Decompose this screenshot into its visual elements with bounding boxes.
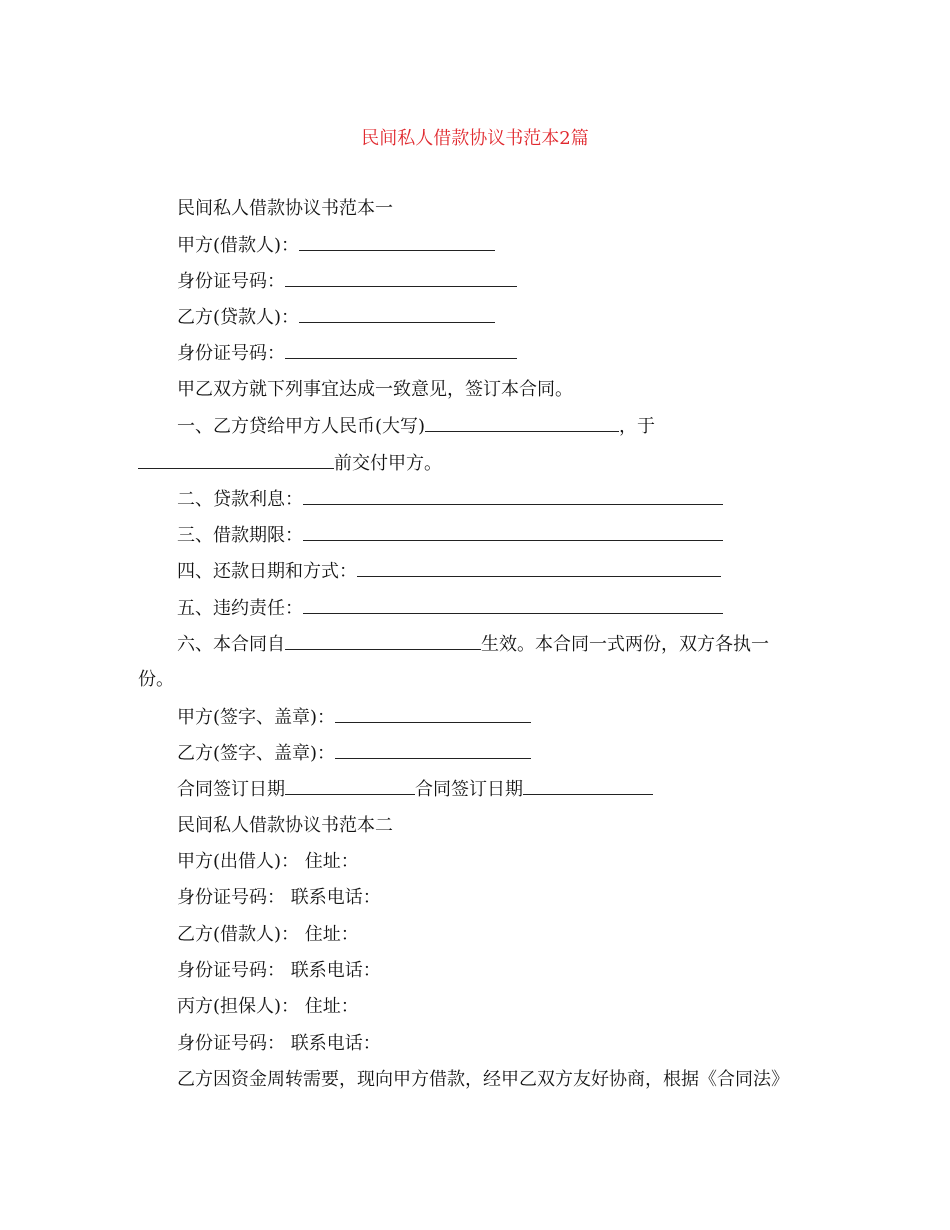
- sample2-party-a: 甲方(出借人)： 住址：: [177, 851, 359, 872]
- clause-5: [177, 595, 723, 622]
- clause-3: [177, 522, 723, 549]
- amount-blank: [425, 413, 619, 432]
- party-a-line: [177, 232, 495, 259]
- clause-6-start: 六、本合同自: [177, 634, 285, 655]
- clause-6-end: 生效。本合同一式两份，双方各执一: [481, 634, 769, 655]
- delivery-date-blank: [138, 450, 334, 469]
- effective-date-blank: [285, 631, 481, 650]
- sample2-party-a-id: 身份证号码： 联系电话：: [177, 887, 381, 908]
- clause-1-continued: [138, 450, 442, 477]
- party-b-line: [177, 304, 495, 331]
- sample2-party-b-id: 身份证号码： 联系电话：: [177, 960, 381, 981]
- sign-date-2-blank: [523, 776, 653, 795]
- interest-blank: [303, 486, 723, 505]
- sign-a-label: 甲方(签字、盖章)：: [177, 707, 336, 728]
- party-a-blank: [299, 232, 495, 251]
- clause-6: [177, 631, 769, 658]
- clause-4: [177, 558, 721, 585]
- sample2-party-c: 丙方(担保人)： 住址：: [177, 996, 359, 1017]
- clause-1-start: 一、乙方贷给甲方人民币(大写): [177, 416, 426, 437]
- id-a-blank: [285, 268, 517, 287]
- sample2-heading: 民间私人借款协议书范本二: [177, 815, 393, 836]
- sample2-party-c-id: 身份证号码： 联系电话：: [177, 1033, 381, 1054]
- party-b-blank: [299, 304, 495, 323]
- id-a-label: 身份证号码：: [177, 271, 285, 292]
- clause-2: [177, 486, 723, 513]
- party-a-label: 甲方(借款人)：: [177, 235, 300, 256]
- sign-b-line: [177, 740, 531, 767]
- sign-a-line: [177, 704, 531, 731]
- sign-date-2-label: 合同签订日期: [415, 779, 523, 800]
- agreement-intro: 甲乙双方就下列事宜达成一致意见，签订本合同。: [177, 379, 573, 400]
- document-title: 民间私人借款协议书范本2篇: [361, 128, 589, 149]
- clause-1-end: 前交付甲方。: [334, 453, 442, 474]
- sample2-party-b: 乙方(借款人)： 住址：: [177, 924, 359, 945]
- sign-date-1-label: 合同签订日期: [177, 779, 285, 800]
- sample1-heading: 民间私人借款协议书范本一: [177, 198, 393, 219]
- id-a-line: [177, 268, 517, 295]
- sign-a-blank: [335, 704, 531, 723]
- clause-2-label: 二、贷款利息：: [177, 489, 303, 510]
- clause-4-label: 四、还款日期和方式：: [177, 561, 357, 582]
- party-b-label: 乙方(贷款人)：: [177, 307, 300, 328]
- id-b-line: [177, 340, 517, 367]
- sign-b-blank: [335, 740, 531, 759]
- sign-dates-line: [177, 776, 653, 803]
- clause-5-label: 五、违约责任：: [177, 598, 303, 619]
- sign-b-label: 乙方(签字、盖章)：: [177, 743, 336, 764]
- clause-1-mid: ，于: [619, 416, 656, 437]
- id-b-label: 身份证号码：: [177, 343, 285, 364]
- liability-blank: [303, 595, 723, 614]
- sign-date-1-blank: [285, 776, 415, 795]
- clause-3-label: 三、借款期限：: [177, 525, 303, 546]
- term-blank: [303, 522, 723, 541]
- clause-1: [177, 413, 655, 440]
- clause-6-wrap: 份。: [138, 669, 174, 690]
- id-b-blank: [285, 340, 517, 359]
- repayment-blank: [357, 558, 721, 577]
- sample2-intro: 乙方因资金周转需要，现向甲方借款，经甲乙双方友好协商，根据《合同法》: [177, 1069, 789, 1090]
